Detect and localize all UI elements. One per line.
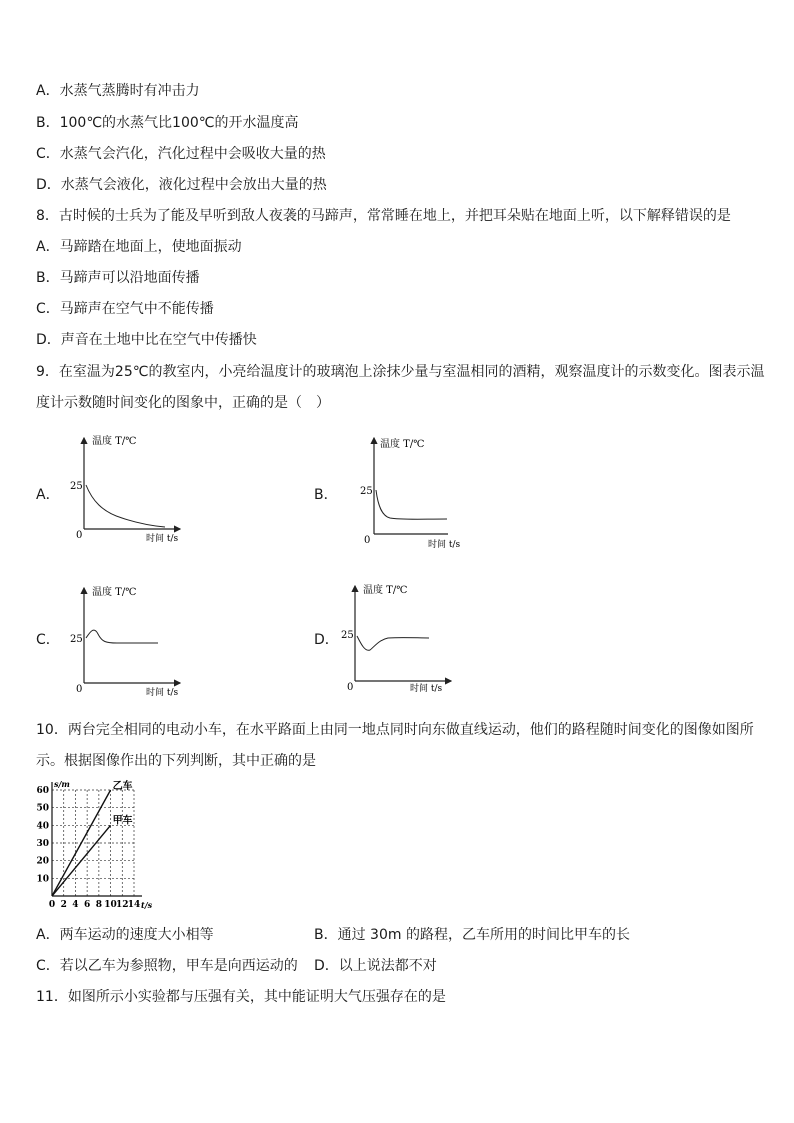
curve-a [86, 485, 165, 527]
origin-label: 0 [364, 535, 371, 546]
x-axis-label: 时间 t/s [146, 534, 179, 544]
tick-25: 25 [341, 630, 354, 641]
x-tick-label: 10 [104, 900, 117, 910]
q9-option-d-label: D． [314, 632, 339, 648]
x-axis-label: 时间 t/s [146, 688, 179, 698]
q9-stem: 9．在室温为25℃的教室内，小亮给温度计的玻璃泡上涂抹少量与室温相同的酒精，观察温度计的示数变化。图表示温度计示数随时间变化的图象中，正确的是（ ） [36, 364, 765, 411]
y-tick-label: 10 [36, 874, 49, 885]
y-tick-label: 30 [36, 839, 49, 849]
q9-option-c-label: C． [36, 632, 60, 648]
y-axis-label: s/m [54, 779, 70, 789]
q9-graph-c [62, 580, 192, 698]
origin-label: 0 [76, 684, 83, 695]
tick-25: 25 [360, 486, 373, 497]
x-tick-label: 6 [84, 900, 91, 910]
x-axis-label: t/s [141, 900, 153, 910]
y-tick-label: 50 [36, 803, 49, 814]
curve-d [357, 636, 429, 650]
y-axis-label: 温度 T/℃ [92, 436, 137, 447]
q10-option-b: B．通过 30m 的路程，乙车所用的时间比甲车的长 [314, 927, 630, 943]
q7-option-b: B．100℃的水蒸气比100℃的开水温度高 [36, 115, 299, 131]
y-axis-label: 温度 T/℃ [363, 585, 408, 596]
x-tick-label: 14 [127, 900, 141, 910]
x-tick-label: 0 [48, 900, 56, 910]
q10-option-d: D．以上说法都不对 [314, 958, 437, 974]
y-axis-label: 温度 T/℃ [92, 587, 137, 598]
q10-option-a: A．两车运动的速度大小相等 [36, 927, 214, 943]
curve-c [86, 630, 158, 643]
y-axis-label: 温度 T/℃ [380, 439, 425, 450]
x-tick-label: 8 [95, 900, 102, 910]
series-label-1: 乙车 [112, 781, 133, 792]
q10-stem: 10．两台完全相同的电动小车，在水平路面上由同一地点同时向东做直线运动，他们的路程随时间变化的图像如图所示。根据图像作出的下列判断，其中正确的是 [36, 722, 754, 769]
q8-option-d: D．声音在土地中比在空气中传播快 [36, 332, 257, 348]
q9-graph-d [333, 578, 463, 696]
q7-option-c: C．水蒸气会汽化，汽化过程中会吸收大量的热 [36, 146, 326, 162]
q8-option-a: A．马蹄踏在地面上，使地面振动 [36, 239, 242, 255]
q8-stem: 8．古时候的士兵为了能及早听到敌人夜袭的马蹄声，常常睡在地上，并把耳朵贴在地面上听，以下解释错误的是 [36, 208, 731, 224]
origin-label: 0 [76, 530, 83, 541]
x-tick-label: 12 [116, 900, 129, 910]
x-tick-label: 4 [72, 900, 79, 910]
q8-option-b: B．马蹄声可以沿地面传播 [36, 270, 200, 286]
q9-graph-a [62, 430, 192, 545]
q11-stem: 11．如图所示小实验都与压强有关，其中能证明大气压强存在的是 [36, 989, 446, 1005]
y-tick-label: 20 [36, 856, 49, 867]
tick-25: 25 [70, 481, 83, 492]
tick-25: 25 [70, 634, 83, 645]
q9-graph-b [352, 432, 472, 552]
q8-option-c: C．马蹄声在空气中不能传播 [36, 301, 214, 317]
q9-option-a-label: A． [36, 487, 60, 503]
curve-b [376, 490, 447, 519]
x-tick-label: 2 [60, 900, 67, 910]
q7-option-a: A．水蒸气蒸腾时有冲击力 [36, 83, 200, 99]
y-tick-label: 40 [36, 821, 49, 832]
series-label-2: 甲车 [112, 815, 133, 827]
y-tick-label: 60 [36, 786, 49, 796]
q10-st-chart [30, 778, 160, 913]
x-axis-label: 时间 t/s [410, 684, 443, 694]
q9-option-b-label: B． [314, 487, 338, 503]
origin-label: 0 [347, 682, 354, 693]
q10-option-c: C．若以乙车为参照物，甲车是向西运动的 [36, 958, 298, 974]
q7-option-d: D．水蒸气会液化，液化过程中会放出大量的热 [36, 177, 327, 193]
x-axis-label: 时间 t/s [428, 540, 461, 550]
